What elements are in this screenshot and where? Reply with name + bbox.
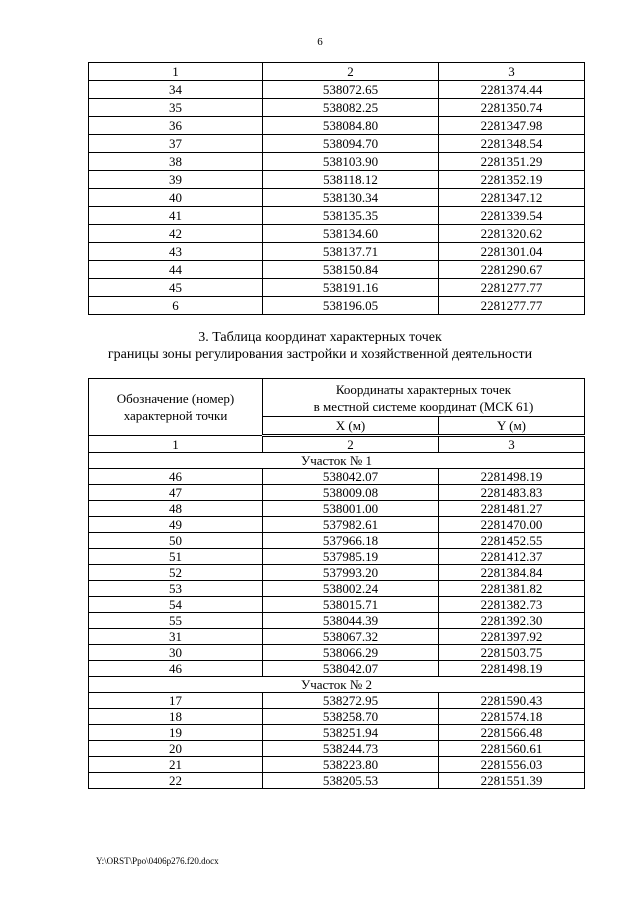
section3-title-line1: 3. Таблица координат характерных точек: [198, 330, 442, 345]
x-coordinate-cell: 538002.24: [263, 581, 439, 597]
y-coordinate-cell: 2281277.77: [439, 297, 585, 315]
point-number-cell: 47: [89, 485, 263, 501]
point-number-cell: 52: [89, 565, 263, 581]
section-title: Участок № 1: [89, 453, 585, 469]
y-coordinate-cell: 2281348.54: [439, 135, 585, 153]
point-number-cell: 38: [89, 153, 263, 171]
point-number-cell: 18: [89, 709, 263, 725]
x-coordinate-cell: 537982.61: [263, 517, 439, 533]
point-number-cell: 43: [89, 243, 263, 261]
x-coordinate-cell: 538001.00: [263, 501, 439, 517]
point-number-cell: 36: [89, 117, 263, 135]
table1-body: [89, 63, 585, 315]
y-coordinate-cell: 2281412.37: [439, 549, 585, 565]
y-coordinate-cell: 2281503.75: [439, 645, 585, 661]
footer-file-path: Y:\ORST\Ppo\0406p276.f20.docx: [96, 856, 219, 866]
table-row: [89, 757, 585, 773]
section-row: [89, 677, 585, 693]
x-coordinate-cell: 538094.70: [263, 135, 439, 153]
table-row: [89, 709, 585, 725]
point-number-cell: 37: [89, 135, 263, 153]
table1-col-number: 1: [89, 63, 263, 81]
header-coordinates-line2: в местной системе координат (МСК 61): [313, 398, 534, 414]
header-y: Y (м): [439, 417, 585, 436]
header-x: X (м): [263, 417, 439, 436]
x-coordinate-cell: 538251.94: [263, 725, 439, 741]
table-row: [89, 741, 585, 757]
table-row: [89, 171, 585, 189]
table-row: [89, 261, 585, 279]
x-coordinate-cell: 538042.07: [263, 661, 439, 677]
x-coordinate-cell: 538272.95: [263, 693, 439, 709]
y-coordinate-cell: 2281397.92: [439, 629, 585, 645]
table-row: [89, 581, 585, 597]
point-number-cell: 35: [89, 99, 263, 117]
y-coordinate-cell: 2281347.98: [439, 117, 585, 135]
table-row: [89, 153, 585, 171]
point-number-cell: 19: [89, 725, 263, 741]
x-coordinate-cell: 538137.71: [263, 243, 439, 261]
x-coordinate-cell: 538103.90: [263, 153, 439, 171]
table-row: [89, 207, 585, 225]
y-coordinate-cell: 2281339.54: [439, 207, 585, 225]
table-row: [89, 469, 585, 485]
table-row: [89, 99, 585, 117]
table-row: [89, 773, 585, 789]
point-number-cell: 42: [89, 225, 263, 243]
y-coordinate-cell: 2281374.44: [439, 81, 585, 99]
table-row: [89, 189, 585, 207]
table-row: [89, 81, 585, 99]
point-number-cell: 45: [89, 279, 263, 297]
y-coordinate-cell: 2281498.19: [439, 661, 585, 677]
header-coordinates-line1: Координаты характерных точек: [335, 381, 512, 397]
table-row: [89, 117, 585, 135]
point-number-cell: 46: [89, 661, 263, 677]
table1-header-row: [89, 63, 585, 81]
x-coordinate-cell: 538223.80: [263, 757, 439, 773]
table2-col-number: 1: [89, 436, 263, 453]
y-coordinate-cell: 2281481.27: [439, 501, 585, 517]
table-row: [89, 661, 585, 677]
x-coordinate-cell: 538134.60: [263, 225, 439, 243]
y-coordinate-cell: 2281483.83: [439, 485, 585, 501]
x-coordinate-cell: 538244.73: [263, 741, 439, 757]
x-coordinate-cell: 538084.80: [263, 117, 439, 135]
y-coordinate-cell: 2281290.67: [439, 261, 585, 279]
point-number-cell: 17: [89, 693, 263, 709]
table2-col-number: 2: [263, 436, 439, 453]
x-coordinate-cell: 537985.19: [263, 549, 439, 565]
y-coordinate-cell: 2281277.77: [439, 279, 585, 297]
x-coordinate-cell: 538044.39: [263, 613, 439, 629]
x-coordinate-cell: 538135.35: [263, 207, 439, 225]
point-number-cell: 54: [89, 597, 263, 613]
y-coordinate-cell: 2281566.48: [439, 725, 585, 741]
x-coordinate-cell: 538191.16: [263, 279, 439, 297]
x-coordinate-cell: 537966.18: [263, 533, 439, 549]
table-row: [89, 597, 585, 613]
point-number-cell: 40: [89, 189, 263, 207]
point-number-cell: 51: [89, 549, 263, 565]
point-number-cell: 53: [89, 581, 263, 597]
point-number-cell: 30: [89, 645, 263, 661]
section-title: Участок № 2: [89, 677, 585, 693]
x-coordinate-cell: 538196.05: [263, 297, 439, 315]
point-number-cell: 20: [89, 741, 263, 757]
header-point-label: Обозначение (номер) характерной точки: [89, 379, 263, 436]
header-coordinates: [263, 379, 585, 417]
y-coordinate-cell: 2281556.03: [439, 757, 585, 773]
y-coordinate-cell: 2281350.74: [439, 99, 585, 117]
table1-col-number: 2: [263, 63, 439, 81]
y-coordinate-cell: 2281320.62: [439, 225, 585, 243]
x-coordinate-cell: 538009.08: [263, 485, 439, 501]
table2-body: [89, 379, 585, 789]
coordinates-table-zone: [88, 378, 585, 789]
x-coordinate-cell: 538130.34: [263, 189, 439, 207]
table-row: [89, 501, 585, 517]
x-coordinate-cell: 537993.20: [263, 565, 439, 581]
x-coordinate-cell: 538066.29: [263, 645, 439, 661]
point-number-cell: 39: [89, 171, 263, 189]
table-row: [89, 549, 585, 565]
table-row: [89, 725, 585, 741]
x-coordinate-cell: 538067.32: [263, 629, 439, 645]
section3-title-line2: границы зоны регулирования застройки и хозяйственной деятельности: [107, 347, 533, 362]
y-coordinate-cell: 2281392.30: [439, 613, 585, 629]
page-number: 6: [317, 36, 323, 48]
table2-header-row: [89, 379, 585, 417]
y-coordinate-cell: 2281590.43: [439, 693, 585, 709]
table-row: [89, 279, 585, 297]
x-coordinate-cell: 538258.70: [263, 709, 439, 725]
table-row: [89, 613, 585, 629]
y-coordinate-cell: 2281301.04: [439, 243, 585, 261]
y-coordinate-cell: 2281560.61: [439, 741, 585, 757]
y-coordinate-cell: 2281551.39: [439, 773, 585, 789]
y-coordinate-cell: 2281351.29: [439, 153, 585, 171]
y-coordinate-cell: 2281347.12: [439, 189, 585, 207]
y-coordinate-cell: 2281384.84: [439, 565, 585, 581]
table-row: [89, 485, 585, 501]
x-coordinate-cell: 538042.07: [263, 469, 439, 485]
y-coordinate-cell: 2281574.18: [439, 709, 585, 725]
y-coordinate-cell: 2281381.82: [439, 581, 585, 597]
x-coordinate-cell: 538015.71: [263, 597, 439, 613]
point-number-cell: 34: [89, 81, 263, 99]
section-row: [89, 453, 585, 469]
point-number-cell: 55: [89, 613, 263, 629]
table-row: [89, 533, 585, 549]
table-row: [89, 517, 585, 533]
point-number-cell: 21: [89, 757, 263, 773]
point-number-cell: 49: [89, 517, 263, 533]
point-number-cell: 22: [89, 773, 263, 789]
table2-col-number-row: [89, 436, 585, 453]
table-row: [89, 693, 585, 709]
y-coordinate-cell: 2281352.19: [439, 171, 585, 189]
x-coordinate-cell: 538118.12: [263, 171, 439, 189]
point-number-cell: 46: [89, 469, 263, 485]
table-row: [89, 645, 585, 661]
point-number-cell: 48: [89, 501, 263, 517]
table-row: [89, 135, 585, 153]
point-number-cell: 6: [89, 297, 263, 315]
y-coordinate-cell: 2281470.00: [439, 517, 585, 533]
point-number-cell: 31: [89, 629, 263, 645]
table-row: [89, 243, 585, 261]
table2-col-number: 3: [439, 436, 585, 453]
point-number-cell: 41: [89, 207, 263, 225]
point-number-cell: 50: [89, 533, 263, 549]
table-row: [89, 297, 585, 315]
x-coordinate-cell: 538205.53: [263, 773, 439, 789]
point-number-cell: 44: [89, 261, 263, 279]
y-coordinate-cell: 2281452.55: [439, 533, 585, 549]
y-coordinate-cell: 2281498.19: [439, 469, 585, 485]
coordinates-table-continued: [88, 62, 585, 315]
x-coordinate-cell: 538082.25: [263, 99, 439, 117]
x-coordinate-cell: 538150.84: [263, 261, 439, 279]
table-row: [89, 629, 585, 645]
table-row: [89, 565, 585, 581]
table1-col-number: 3: [439, 63, 585, 81]
x-coordinate-cell: 538072.65: [263, 81, 439, 99]
y-coordinate-cell: 2281382.73: [439, 597, 585, 613]
table-row: [89, 225, 585, 243]
